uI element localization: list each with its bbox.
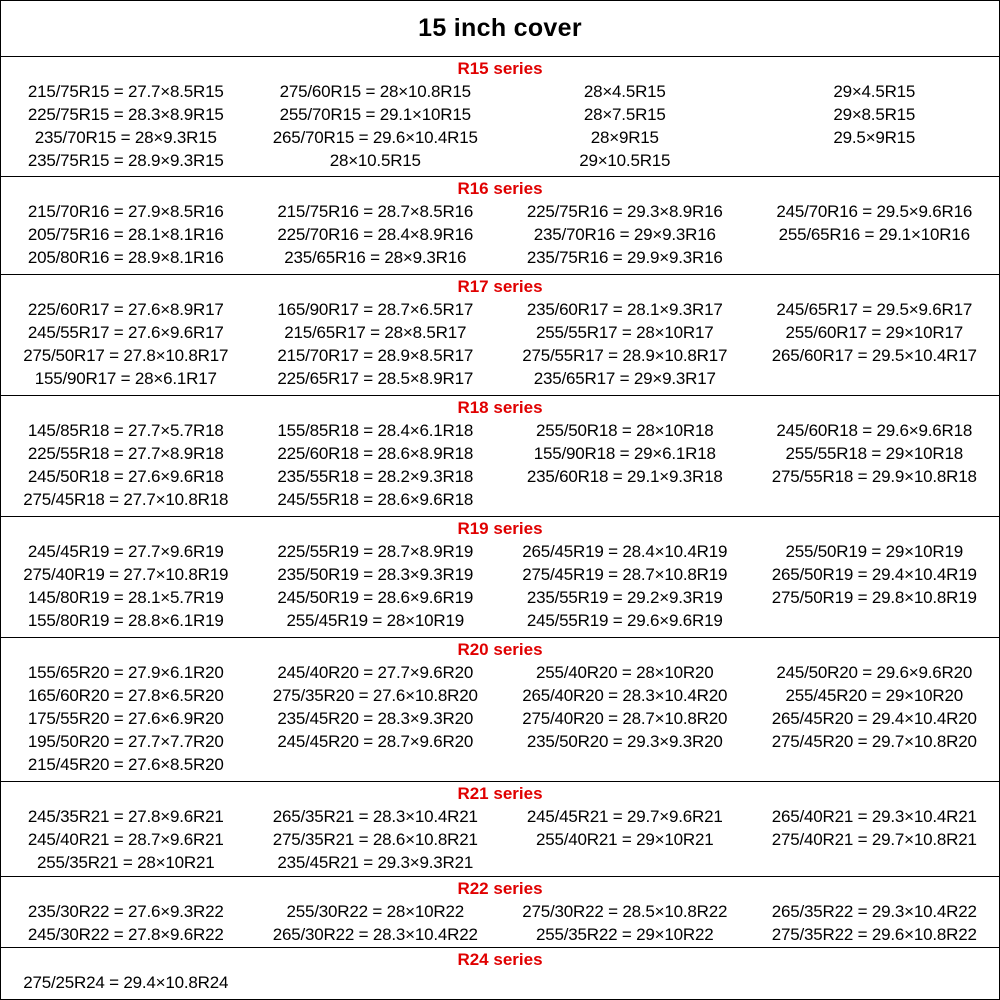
- size-row: [1, 971, 999, 994]
- size-row: [1, 126, 999, 149]
- size-cell: [750, 246, 1000, 269]
- size-cell: 235/70R15 = 28×9.3R15: [34, 128, 217, 147]
- series-section: [1, 57, 999, 177]
- series-heading: R16 series: [457, 179, 543, 198]
- size-cell: 255/35R21 = 28×10R21: [37, 853, 215, 872]
- size-cell: 235/50R20 = 29.3×9.3R20: [526, 732, 723, 751]
- size-cell: 275/25R24 = 29.4×10.8R24: [23, 973, 229, 992]
- size-row: [1, 851, 999, 874]
- size-cell: 215/75R15 = 27.7×8.5R15: [27, 82, 224, 101]
- size-row: [1, 344, 999, 367]
- size-cell: 225/75R15 = 28.3×8.9R15: [27, 105, 224, 124]
- size-cell: 245/65R17 = 29.5×9.6R17: [776, 300, 973, 319]
- size-cell: 215/65R17 = 28×8.5R17: [284, 323, 467, 342]
- size-cell: 275/55R18 = 29.9×10.8R18: [771, 467, 977, 486]
- size-cell: 225/60R17 = 27.6×8.9R17: [27, 300, 224, 319]
- size-cell: [251, 753, 501, 776]
- size-cell: 215/45R20 = 27.6×8.5R20: [27, 755, 224, 774]
- size-cell: 29×10.5R15: [579, 151, 671, 170]
- size-cell: 265/30R22 = 28.3×10.4R22: [272, 925, 478, 944]
- series-section: [1, 638, 999, 782]
- size-cell: 245/40R20 = 27.7×9.6R20: [277, 663, 474, 682]
- size-cell: 255/40R21 = 29×10R21: [536, 830, 714, 849]
- size-cell: 265/60R17 = 29.5×10.4R17: [771, 346, 977, 365]
- size-cell: 255/50R18 = 28×10R18: [536, 421, 714, 440]
- size-cell: 255/35R22 = 29×10R22: [536, 925, 714, 944]
- size-row: [1, 540, 999, 563]
- series-heading: R20 series: [457, 640, 543, 659]
- size-cell: 275/35R20 = 27.6×10.8R20: [272, 686, 478, 705]
- size-cell: 235/65R17 = 29×9.3R17: [533, 369, 716, 388]
- size-cell: 235/50R19 = 28.3×9.3R19: [277, 565, 474, 584]
- series-section: [1, 948, 999, 996]
- size-cell: 245/50R20 = 29.6×9.6R20: [776, 663, 973, 682]
- size-cell: [251, 971, 501, 994]
- series-heading: R21 series: [457, 784, 543, 803]
- size-cell: 145/80R19 = 28.1×5.7R19: [27, 588, 224, 607]
- size-cell: 29×8.5R15: [833, 105, 916, 124]
- size-cell: 235/75R15 = 28.9×9.3R15: [27, 151, 224, 170]
- size-cell: 275/35R22 = 29.6×10.8R22: [771, 925, 977, 944]
- size-cell: 275/55R17 = 28.9×10.8R17: [522, 346, 728, 365]
- size-cell: 265/35R22 = 29.3×10.4R22: [771, 902, 977, 921]
- size-cell: 215/70R16 = 27.9×8.5R16: [27, 202, 224, 221]
- size-cell: 265/70R15 = 29.6×10.4R15: [272, 128, 478, 147]
- size-cell: 225/60R18 = 28.6×8.9R18: [277, 444, 474, 463]
- size-row: [1, 684, 999, 707]
- size-cell: 275/40R21 = 29.7×10.8R21: [771, 830, 977, 849]
- size-cell: 245/50R19 = 28.6×9.6R19: [277, 588, 474, 607]
- size-row: [1, 223, 999, 246]
- series-section: [1, 396, 999, 517]
- size-cell: 235/70R16 = 29×9.3R16: [533, 225, 716, 244]
- size-row: [1, 419, 999, 442]
- size-cell: 215/70R17 = 28.9×8.5R17: [277, 346, 474, 365]
- size-row: [1, 200, 999, 223]
- size-cell: 235/55R18 = 28.2×9.3R18: [277, 467, 474, 486]
- size-cell: 155/65R20 = 27.9×6.1R20: [27, 663, 224, 682]
- size-cell: 235/30R22 = 27.6×9.3R22: [27, 902, 224, 921]
- size-row: [1, 488, 999, 511]
- size-cell: 255/45R19 = 28×10R19: [286, 611, 464, 630]
- size-cell: 245/60R18 = 29.6×9.6R18: [776, 421, 973, 440]
- size-cell: 235/45R21 = 29.3×9.3R21: [277, 853, 474, 872]
- size-cell: 165/90R17 = 28.7×6.5R17: [277, 300, 474, 319]
- size-row: [1, 149, 999, 172]
- size-cell: 255/30R22 = 28×10R22: [286, 902, 464, 921]
- series-heading: R17 series: [457, 277, 543, 296]
- size-cell: 235/45R20 = 28.3×9.3R20: [277, 709, 474, 728]
- size-cell: 275/60R15 = 28×10.8R15: [279, 82, 471, 101]
- size-cell: 145/85R18 = 27.7×5.7R18: [27, 421, 224, 440]
- size-row: [1, 707, 999, 730]
- title-row: [1, 1, 999, 57]
- size-cell: 255/60R17 = 29×10R17: [785, 323, 963, 342]
- size-row: [1, 442, 999, 465]
- size-cell: 155/90R18 = 29×6.1R18: [533, 444, 716, 463]
- size-row: [1, 80, 999, 103]
- series-section: [1, 782, 999, 877]
- size-cell: 245/30R22 = 27.8×9.6R22: [27, 925, 224, 944]
- size-row: [1, 923, 999, 946]
- size-cell: 28×7.5R15: [583, 105, 666, 124]
- size-row: [1, 900, 999, 923]
- page-title: 15 inch cover: [418, 14, 582, 42]
- size-cell: 275/50R19 = 29.8×10.8R19: [771, 588, 977, 607]
- size-cell: 275/40R20 = 28.7×10.8R20: [522, 709, 728, 728]
- size-cell: 235/60R18 = 29.1×9.3R18: [526, 467, 723, 486]
- size-cell: 255/50R19 = 29×10R19: [785, 542, 963, 561]
- size-cell: 28×4.5R15: [583, 82, 666, 101]
- size-cell: 225/55R18 = 27.7×8.9R18: [27, 444, 224, 463]
- size-cell: 225/75R16 = 29.3×8.9R16: [526, 202, 723, 221]
- size-row: [1, 609, 999, 632]
- size-cell: 265/35R21 = 28.3×10.4R21: [272, 807, 478, 826]
- size-cell: 235/55R19 = 29.2×9.3R19: [526, 588, 723, 607]
- size-cell: 28×9R15: [590, 128, 659, 147]
- size-row: [1, 298, 999, 321]
- size-cell: 255/65R16 = 29.1×10R16: [778, 225, 970, 244]
- size-cell: 255/55R17 = 28×10R17: [536, 323, 714, 342]
- size-cell: 215/75R16 = 28.7×8.5R16: [277, 202, 474, 221]
- size-cell: [500, 971, 750, 994]
- size-row: [1, 367, 999, 390]
- size-cell: 275/40R19 = 27.7×10.8R19: [23, 565, 229, 584]
- size-cell: 225/70R16 = 28.4×8.9R16: [277, 225, 474, 244]
- size-cell: 235/75R16 = 29.9×9.3R16: [526, 248, 723, 267]
- series-sections: [1, 57, 999, 996]
- series-heading: R15 series: [457, 59, 543, 78]
- size-cell: [500, 488, 750, 511]
- size-cell: 245/50R18 = 27.6×9.6R18: [27, 467, 224, 486]
- size-cell: 155/85R18 = 28.4×6.1R18: [277, 421, 474, 440]
- size-cell: 255/40R20 = 28×10R20: [536, 663, 714, 682]
- size-row: [1, 753, 999, 776]
- size-cell: 275/30R22 = 28.5×10.8R22: [522, 902, 728, 921]
- size-row: [1, 465, 999, 488]
- size-cell: 265/45R19 = 28.4×10.4R19: [522, 542, 728, 561]
- size-cell: 225/55R19 = 28.7×8.9R19: [277, 542, 474, 561]
- size-cell: 255/55R18 = 29×10R18: [785, 444, 963, 463]
- size-cell: [750, 609, 1000, 632]
- size-cell: 275/45R18 = 27.7×10.8R18: [23, 490, 229, 509]
- size-cell: 155/90R17 = 28×6.1R17: [34, 369, 217, 388]
- size-cell: 245/45R20 = 28.7×9.6R20: [277, 732, 474, 751]
- size-cell: 245/40R21 = 28.7×9.6R21: [27, 830, 224, 849]
- size-cell: 205/80R16 = 28.9×8.1R16: [27, 248, 224, 267]
- size-row: [1, 103, 999, 126]
- series-heading: R18 series: [457, 398, 543, 417]
- size-cell: 245/55R18 = 28.6×9.6R18: [277, 490, 474, 509]
- size-row: [1, 805, 999, 828]
- size-cell: 265/45R20 = 29.4×10.4R20: [771, 709, 977, 728]
- size-cell: [500, 851, 750, 874]
- size-cell: [750, 971, 1000, 994]
- size-row: [1, 661, 999, 684]
- size-cell: 265/40R20 = 28.3×10.4R20: [522, 686, 728, 705]
- size-cell: 255/45R20 = 29×10R20: [785, 686, 963, 705]
- size-cell: 29×4.5R15: [833, 82, 916, 101]
- size-cell: 28×10.5R15: [329, 151, 421, 170]
- size-cell: 245/70R16 = 29.5×9.6R16: [776, 202, 973, 221]
- size-cell: 155/80R19 = 28.8×6.1R19: [27, 611, 224, 630]
- size-cell: 29.5×9R15: [833, 128, 916, 147]
- size-row: [1, 563, 999, 586]
- size-cell: 265/40R21 = 29.3×10.4R21: [771, 807, 977, 826]
- size-cell: [750, 149, 1000, 172]
- size-row: [1, 246, 999, 269]
- size-cell: [500, 753, 750, 776]
- size-row: [1, 730, 999, 753]
- size-cell: 235/60R17 = 28.1×9.3R17: [526, 300, 723, 319]
- size-cell: 275/45R19 = 28.7×10.8R19: [522, 565, 728, 584]
- size-cell: 255/70R15 = 29.1×10R15: [279, 105, 471, 124]
- size-cell: 245/35R21 = 27.8×9.6R21: [27, 807, 224, 826]
- series-heading: R19 series: [457, 519, 543, 538]
- size-cell: [750, 367, 1000, 390]
- size-row: [1, 828, 999, 851]
- size-cell: [750, 488, 1000, 511]
- size-cell: 265/50R19 = 29.4×10.4R19: [771, 565, 977, 584]
- size-cell: 165/60R20 = 27.8×6.5R20: [27, 686, 224, 705]
- size-cell: [750, 851, 1000, 874]
- size-cell: 245/45R21 = 29.7×9.6R21: [526, 807, 723, 826]
- series-heading: R24 series: [457, 950, 543, 969]
- size-cell: 225/65R17 = 28.5×8.9R17: [277, 369, 474, 388]
- size-cell: 245/55R17 = 27.6×9.6R17: [27, 323, 224, 342]
- series-section: [1, 275, 999, 396]
- series-section: [1, 517, 999, 638]
- size-cell: 275/45R20 = 29.7×10.8R20: [771, 732, 977, 751]
- size-row: [1, 586, 999, 609]
- size-cell: 275/50R17 = 27.8×10.8R17: [23, 346, 229, 365]
- series-heading: R22 series: [457, 879, 543, 898]
- size-row: [1, 321, 999, 344]
- size-cell: 195/50R20 = 27.7×7.7R20: [27, 732, 224, 751]
- size-cell: 275/35R21 = 28.6×10.8R21: [272, 830, 478, 849]
- size-cell: 245/55R19 = 29.6×9.6R19: [526, 611, 723, 630]
- size-cell: 175/55R20 = 27.6×6.9R20: [27, 709, 224, 728]
- series-section: [1, 877, 999, 948]
- size-cell: 235/65R16 = 28×9.3R16: [284, 248, 467, 267]
- series-section: [1, 177, 999, 275]
- size-cell: [750, 753, 1000, 776]
- size-cell: 245/45R19 = 27.7×9.6R19: [27, 542, 224, 561]
- size-cell: 205/75R16 = 28.1×8.1R16: [27, 225, 224, 244]
